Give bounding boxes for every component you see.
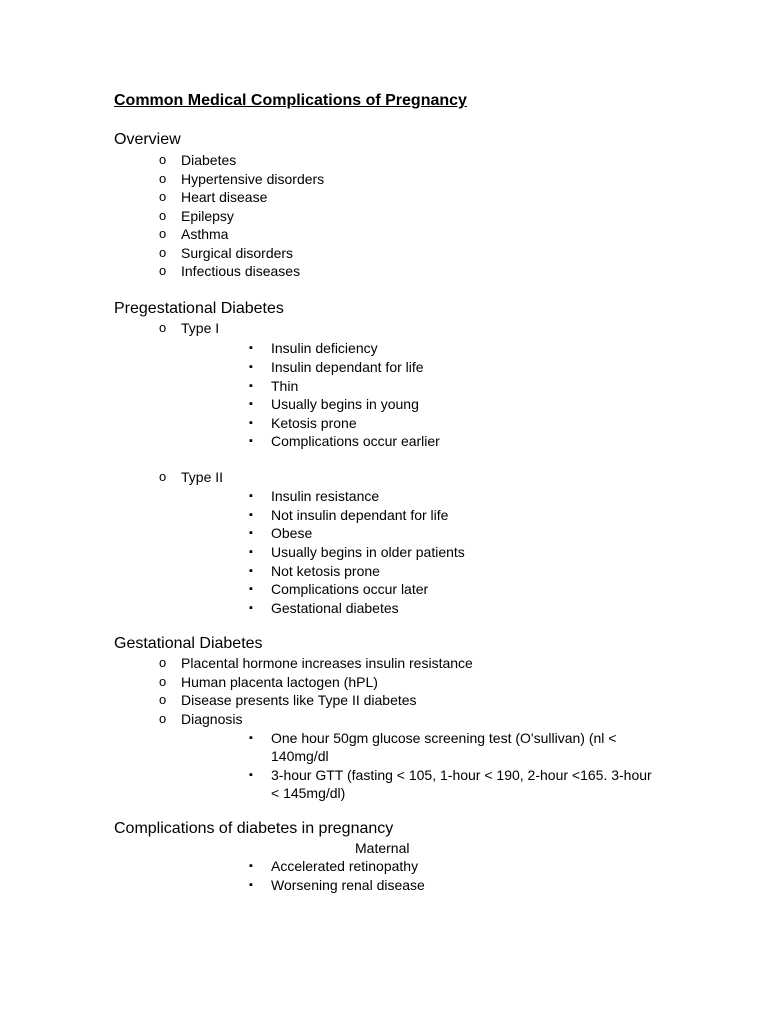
square-bullet-icon: ▪ <box>249 546 253 558</box>
circle-bullet-icon: o <box>159 245 167 260</box>
list-item: o Placental hormone increases insulin resistance <box>159 655 473 671</box>
list-item: ▪ Not insulin dependant for life <box>249 507 449 523</box>
document-title: Common Medical Complications of Pregnancy <box>114 92 467 109</box>
list-item: ▪ Not ketosis prone <box>249 563 380 579</box>
list-item: ▪ Ketosis prone <box>249 415 357 431</box>
list-item: o Diabetes <box>159 152 237 168</box>
list-item: o Asthma <box>159 226 229 242</box>
circle-bullet-icon: o <box>159 189 167 204</box>
pregestational-heading: Pregestational Diabetes <box>114 300 284 317</box>
square-bullet-icon: ▪ <box>249 490 253 502</box>
square-bullet-icon: ▪ <box>249 380 253 392</box>
list-item: o Heart disease <box>159 189 268 205</box>
list-item: o Hypertensive disorders <box>159 171 325 187</box>
gestational-heading: Gestational Diabetes <box>114 635 263 652</box>
square-bullet-icon: ▪ <box>249 583 253 595</box>
circle-bullet-icon: o <box>159 171 167 186</box>
circle-bullet-icon: o <box>159 711 167 726</box>
square-bullet-icon: ▪ <box>249 342 253 354</box>
circle-bullet-icon: o <box>159 655 167 670</box>
circle-bullet-icon: o <box>159 226 167 241</box>
square-bullet-icon: ▪ <box>249 860 253 872</box>
list-item: ▪ Obese <box>249 525 313 541</box>
square-bullet-icon: ▪ <box>249 527 253 539</box>
list-item: ▪ Worsening renal disease <box>249 877 425 893</box>
square-bullet-icon: ▪ <box>249 398 253 410</box>
circle-bullet-icon: o <box>159 320 167 335</box>
square-bullet-icon: ▪ <box>249 509 253 521</box>
complications-heading: Complications of diabetes in pregnancy <box>114 820 394 837</box>
list-item: o Surgical disorders <box>159 245 294 261</box>
list-item: o Disease presents like Type II diabetes <box>159 692 417 708</box>
square-bullet-icon: ▪ <box>249 565 253 577</box>
list-item: ▪ Gestational diabetes <box>249 600 399 616</box>
list-item: ▪ Complications occur later <box>249 581 429 597</box>
circle-bullet-icon: o <box>159 263 167 278</box>
list-item: ▪ Complications occur earlier <box>249 433 440 449</box>
overview-heading: Overview <box>114 131 181 148</box>
circle-bullet-icon: o <box>159 152 167 167</box>
list-item: o Infectious diseases <box>159 263 301 279</box>
circle-bullet-icon: o <box>159 469 167 484</box>
square-bullet-icon: ▪ <box>249 732 253 744</box>
list-item: ▪ Usually begins in older patients <box>249 544 465 560</box>
square-bullet-icon: ▪ <box>249 879 253 891</box>
list-item: ▪ Usually begins in young <box>249 396 419 412</box>
square-bullet-icon: ▪ <box>249 361 253 373</box>
list-item: ▪ Accelerated retinopathy <box>249 858 419 874</box>
square-bullet-icon: ▪ <box>249 435 253 447</box>
list-item: ▪ Insulin deficiency <box>249 340 378 356</box>
list-item: ▪ One hour 50gm glucose screening test (O'sullivan) (nl < 140mg/dl <box>249 730 617 764</box>
list-item: ▪ Thin <box>249 378 299 394</box>
list-item: o Diagnosis <box>159 711 243 727</box>
circle-bullet-icon: o <box>159 692 167 707</box>
list-item: ▪ Insulin resistance <box>249 488 380 504</box>
square-bullet-icon: ▪ <box>249 417 253 429</box>
list-item: o Human placenta lactogen (hPL) <box>159 674 378 690</box>
maternal-label: Maternal <box>355 840 410 856</box>
circle-bullet-icon: o <box>159 674 167 689</box>
square-bullet-icon: ▪ <box>249 602 253 614</box>
list-item: o Type I <box>159 320 220 336</box>
list-item: ▪ 3-hour GTT (fasting < 105, 1-hour < 190, 2-hour <165. 3-hour < 145mg/dl) <box>249 767 652 801</box>
square-bullet-icon: ▪ <box>249 769 253 781</box>
list-item: ▪ Insulin dependant for life <box>249 359 424 375</box>
list-item: o Epilepsy <box>159 208 234 224</box>
circle-bullet-icon: o <box>159 208 167 223</box>
list-item: o Type II <box>159 469 224 485</box>
